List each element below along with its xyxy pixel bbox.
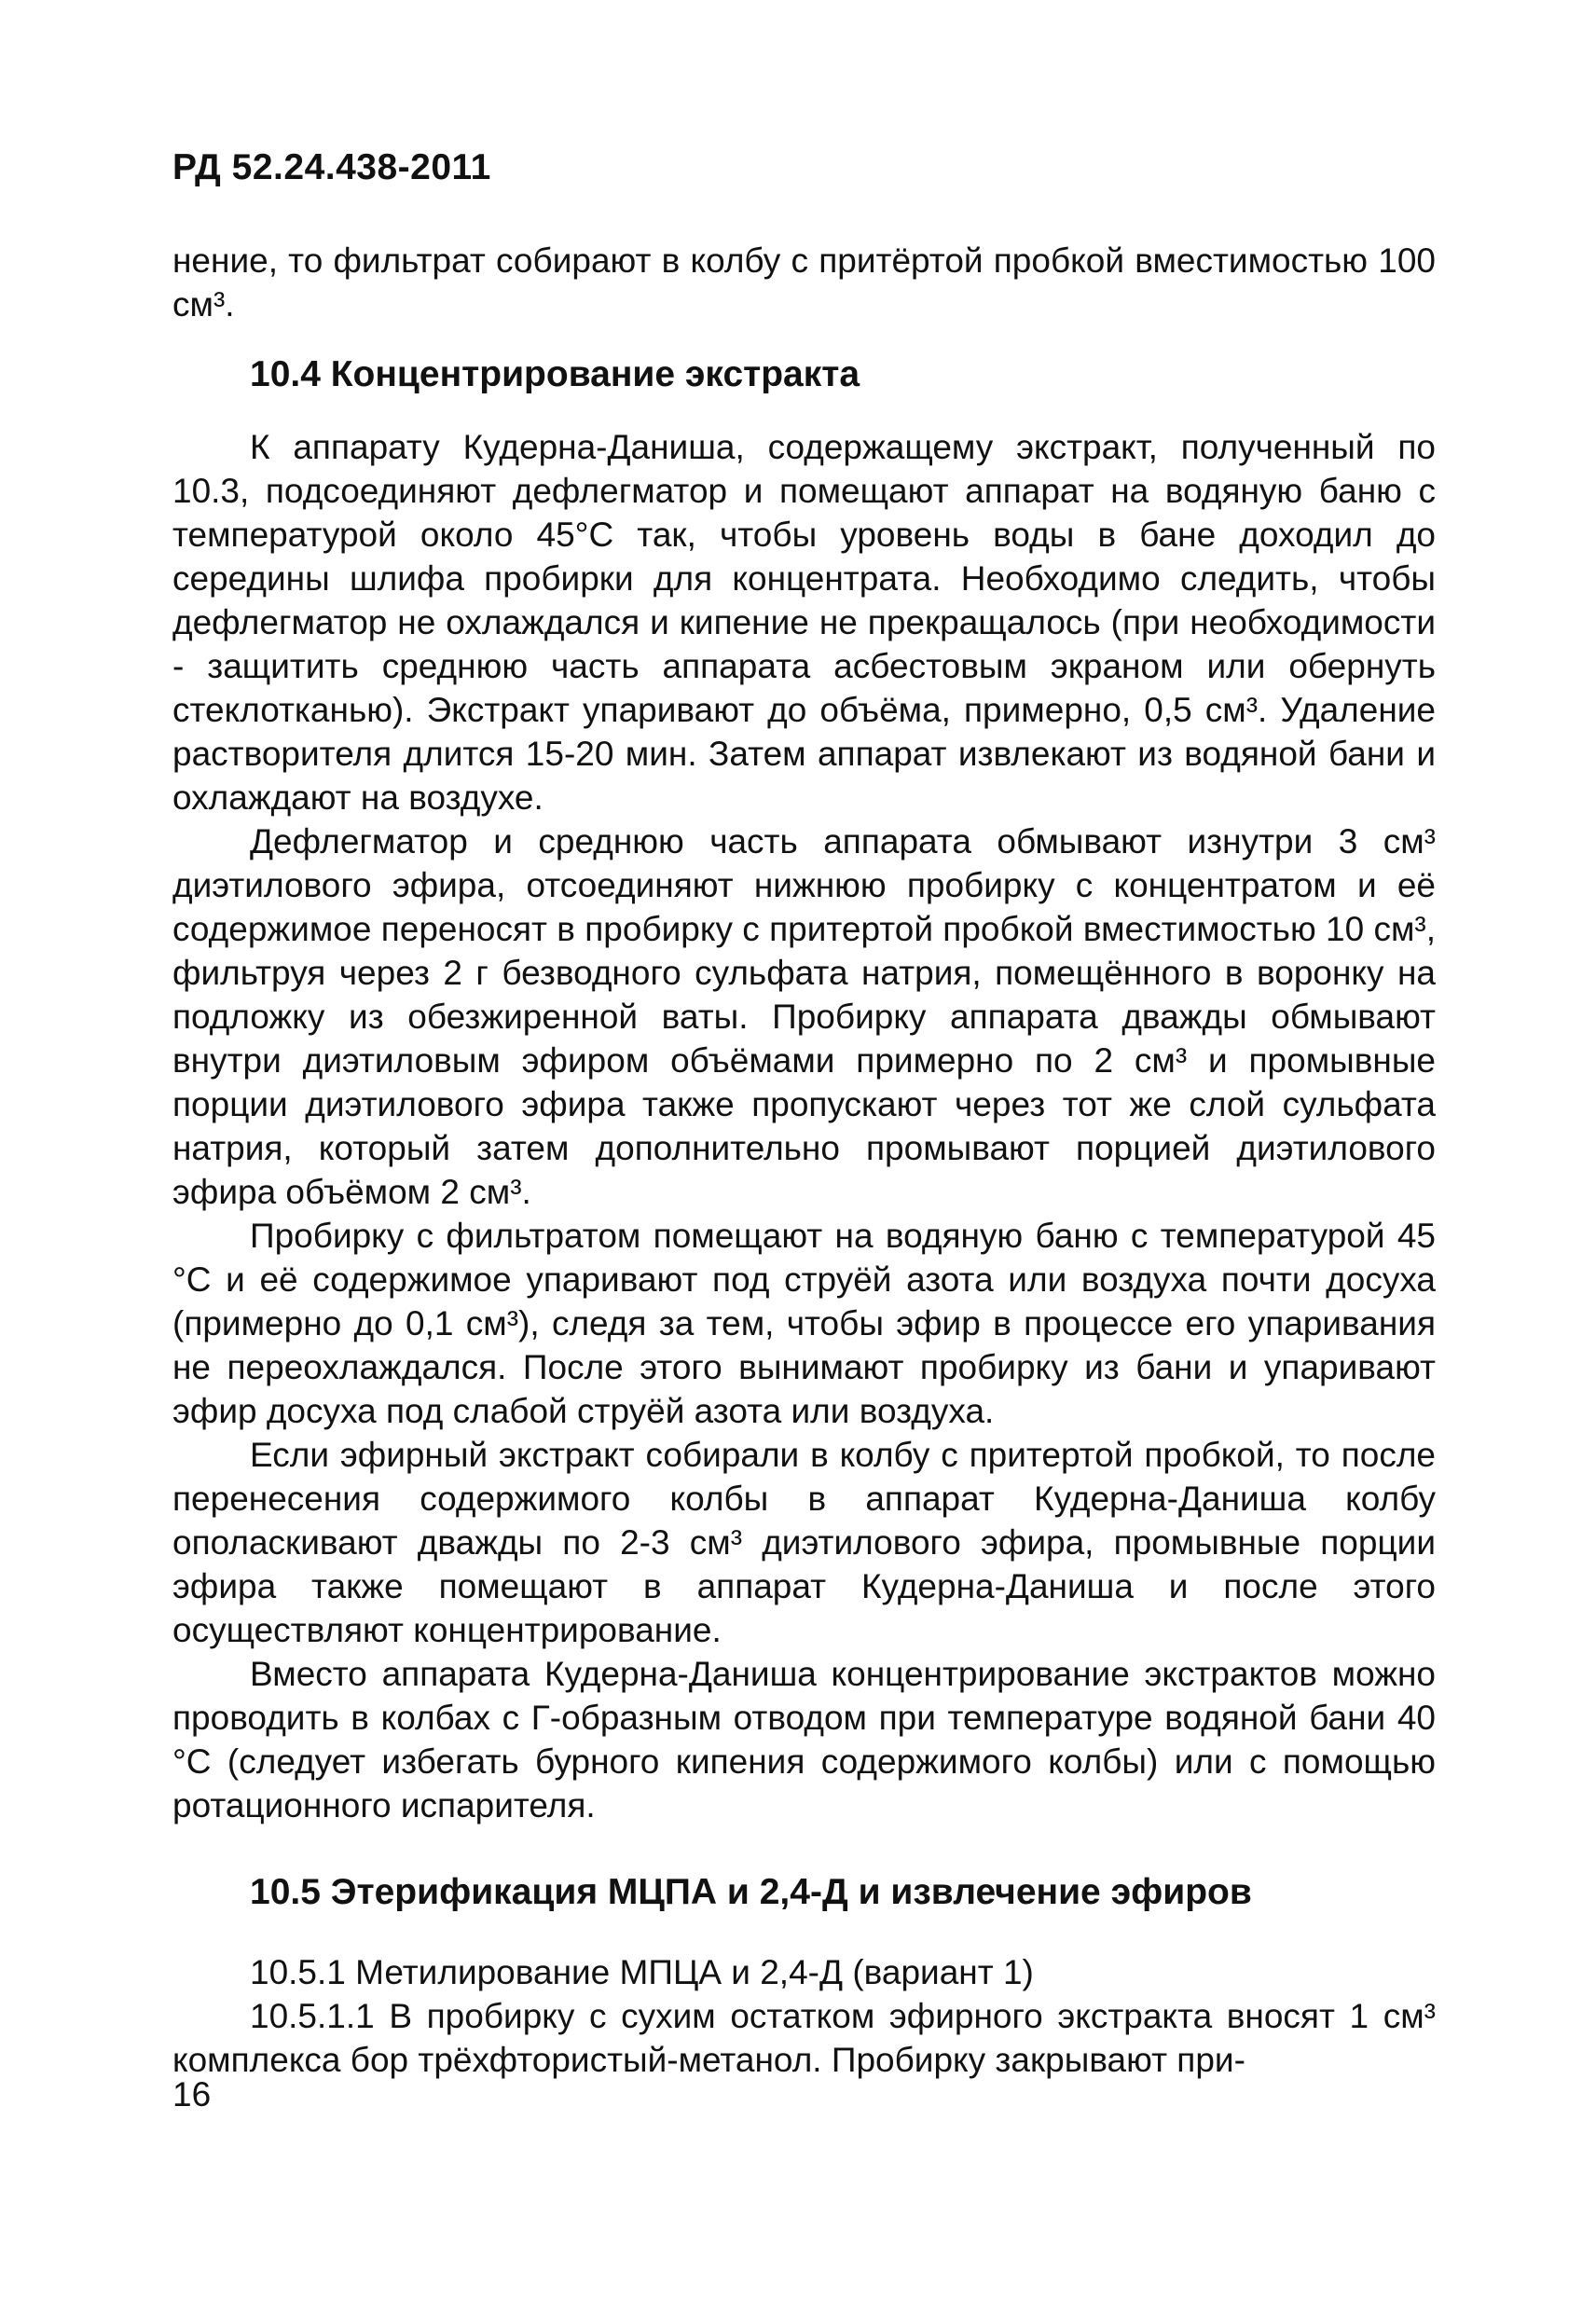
paragraph-10-4-c: Пробирку с фильтратом помещают на водяную баню с температурой 45 °С и её содержимое упаривают под струёй азота или воздуха почти досуха (примерно до 0,1 см³), следя за тем, чтобы эфир в процессе его упаривания не переохлаждался. После этого вынимают пробирку из бани и упаривают эфир досуха под слабой струёй азота или воздуха. [172, 1217, 1436, 1430]
continued-paragraph: нение, то фильтрат собирают в колбу с притёртой пробкой вместимостью 100 см³. [172, 241, 1436, 324]
document-body [172, 239, 1436, 2082]
section-heading-10-5: 10.5 Этерификация МЦПА и 2,4-Д и извлечение эфиров [250, 1872, 1252, 1912]
paragraph-10-4-e: Вместо аппарата Кудерна-Даниша концентрирование экстрактов можно проводить в колбах с Г-образным отводом при температуре водяной бани 40 °С (следует избегать бурного кипения содержимого колбы) или с помощью ротационного испарителя. [172, 1655, 1436, 1824]
paragraph-10-4-b: Дефлегматор и среднюю часть аппарата обмывают изнутри 3 см³ диэтилового эфира, отсоединяют нижнюю пробирку с концентратом и её содержимое переносят в пробирку с притертой пробкой вместимостью 10 см³, фильтруя через 2 г безводного сульфата натрия, помещённого в воронку на подложку из обезжиренной ваты. Пробирку аппарата дважды обмывают внутри диэтиловым эфиром объёмами примерно по 2 см³ и промывные порции диэтилового эфира также пропускают через тот же слой сульфата натрия, который затем дополнительно промывают порцией диэтилового эфира объёмом 2 см³. [172, 822, 1436, 1211]
document-code-header: РД 52.24.438-2011 [172, 147, 491, 187]
paragraph-10-4-d: Если эфирный экстракт собирали в колбу с притертой пробкой, то после перенесения содержимого колбы в аппарат Кудерна-Даниша колбу ополаскивают дважды по 2-3 см³ диэтилового эфира, промывные порции эфира также помещают в аппарат Кудерна-Даниша и после этого осуществляют концентрирование. [172, 1436, 1436, 1649]
subsection-10-5-1: 10.5.1 Метилирование МПЦА и 2,4-Д (вариант 1) [250, 1953, 1034, 1991]
page-number: 16 [172, 2075, 212, 2113]
paragraph-10-5-1-1: 10.5.1.1 В пробирку с сухим остатком эфирного экстракта вносят 1 см³ комплекса бор трёхфтористый-метанол. Пробирку закрывают при- [172, 1997, 1436, 2079]
paragraph-10-4-a: К аппарату Кудерна-Даниша, содержащему экстракт, полученный по 10.3, подсоединяют дефлегматор и помещают аппарат на водяную баню с температурой около 45°С так, чтобы уровень воды в бане доходил до середины шлифа пробирки для концентрата. Необходимо следить, чтобы дефлегматор не охлаждался и кипение не прекращалось (при необходимости - защитить среднюю часть аппарата асбестовым экраном или обернуть стеклотканью). Экстракт упаривают до объёма, примерно, 0,5 см³. Удаление растворителя длится 15-20 мин. Затем аппарат извлекают из водяной бани и охлаждают на воздухе. [172, 428, 1436, 817]
section-heading-10-4: 10.4 Концентрирование экстракта [250, 354, 860, 394]
